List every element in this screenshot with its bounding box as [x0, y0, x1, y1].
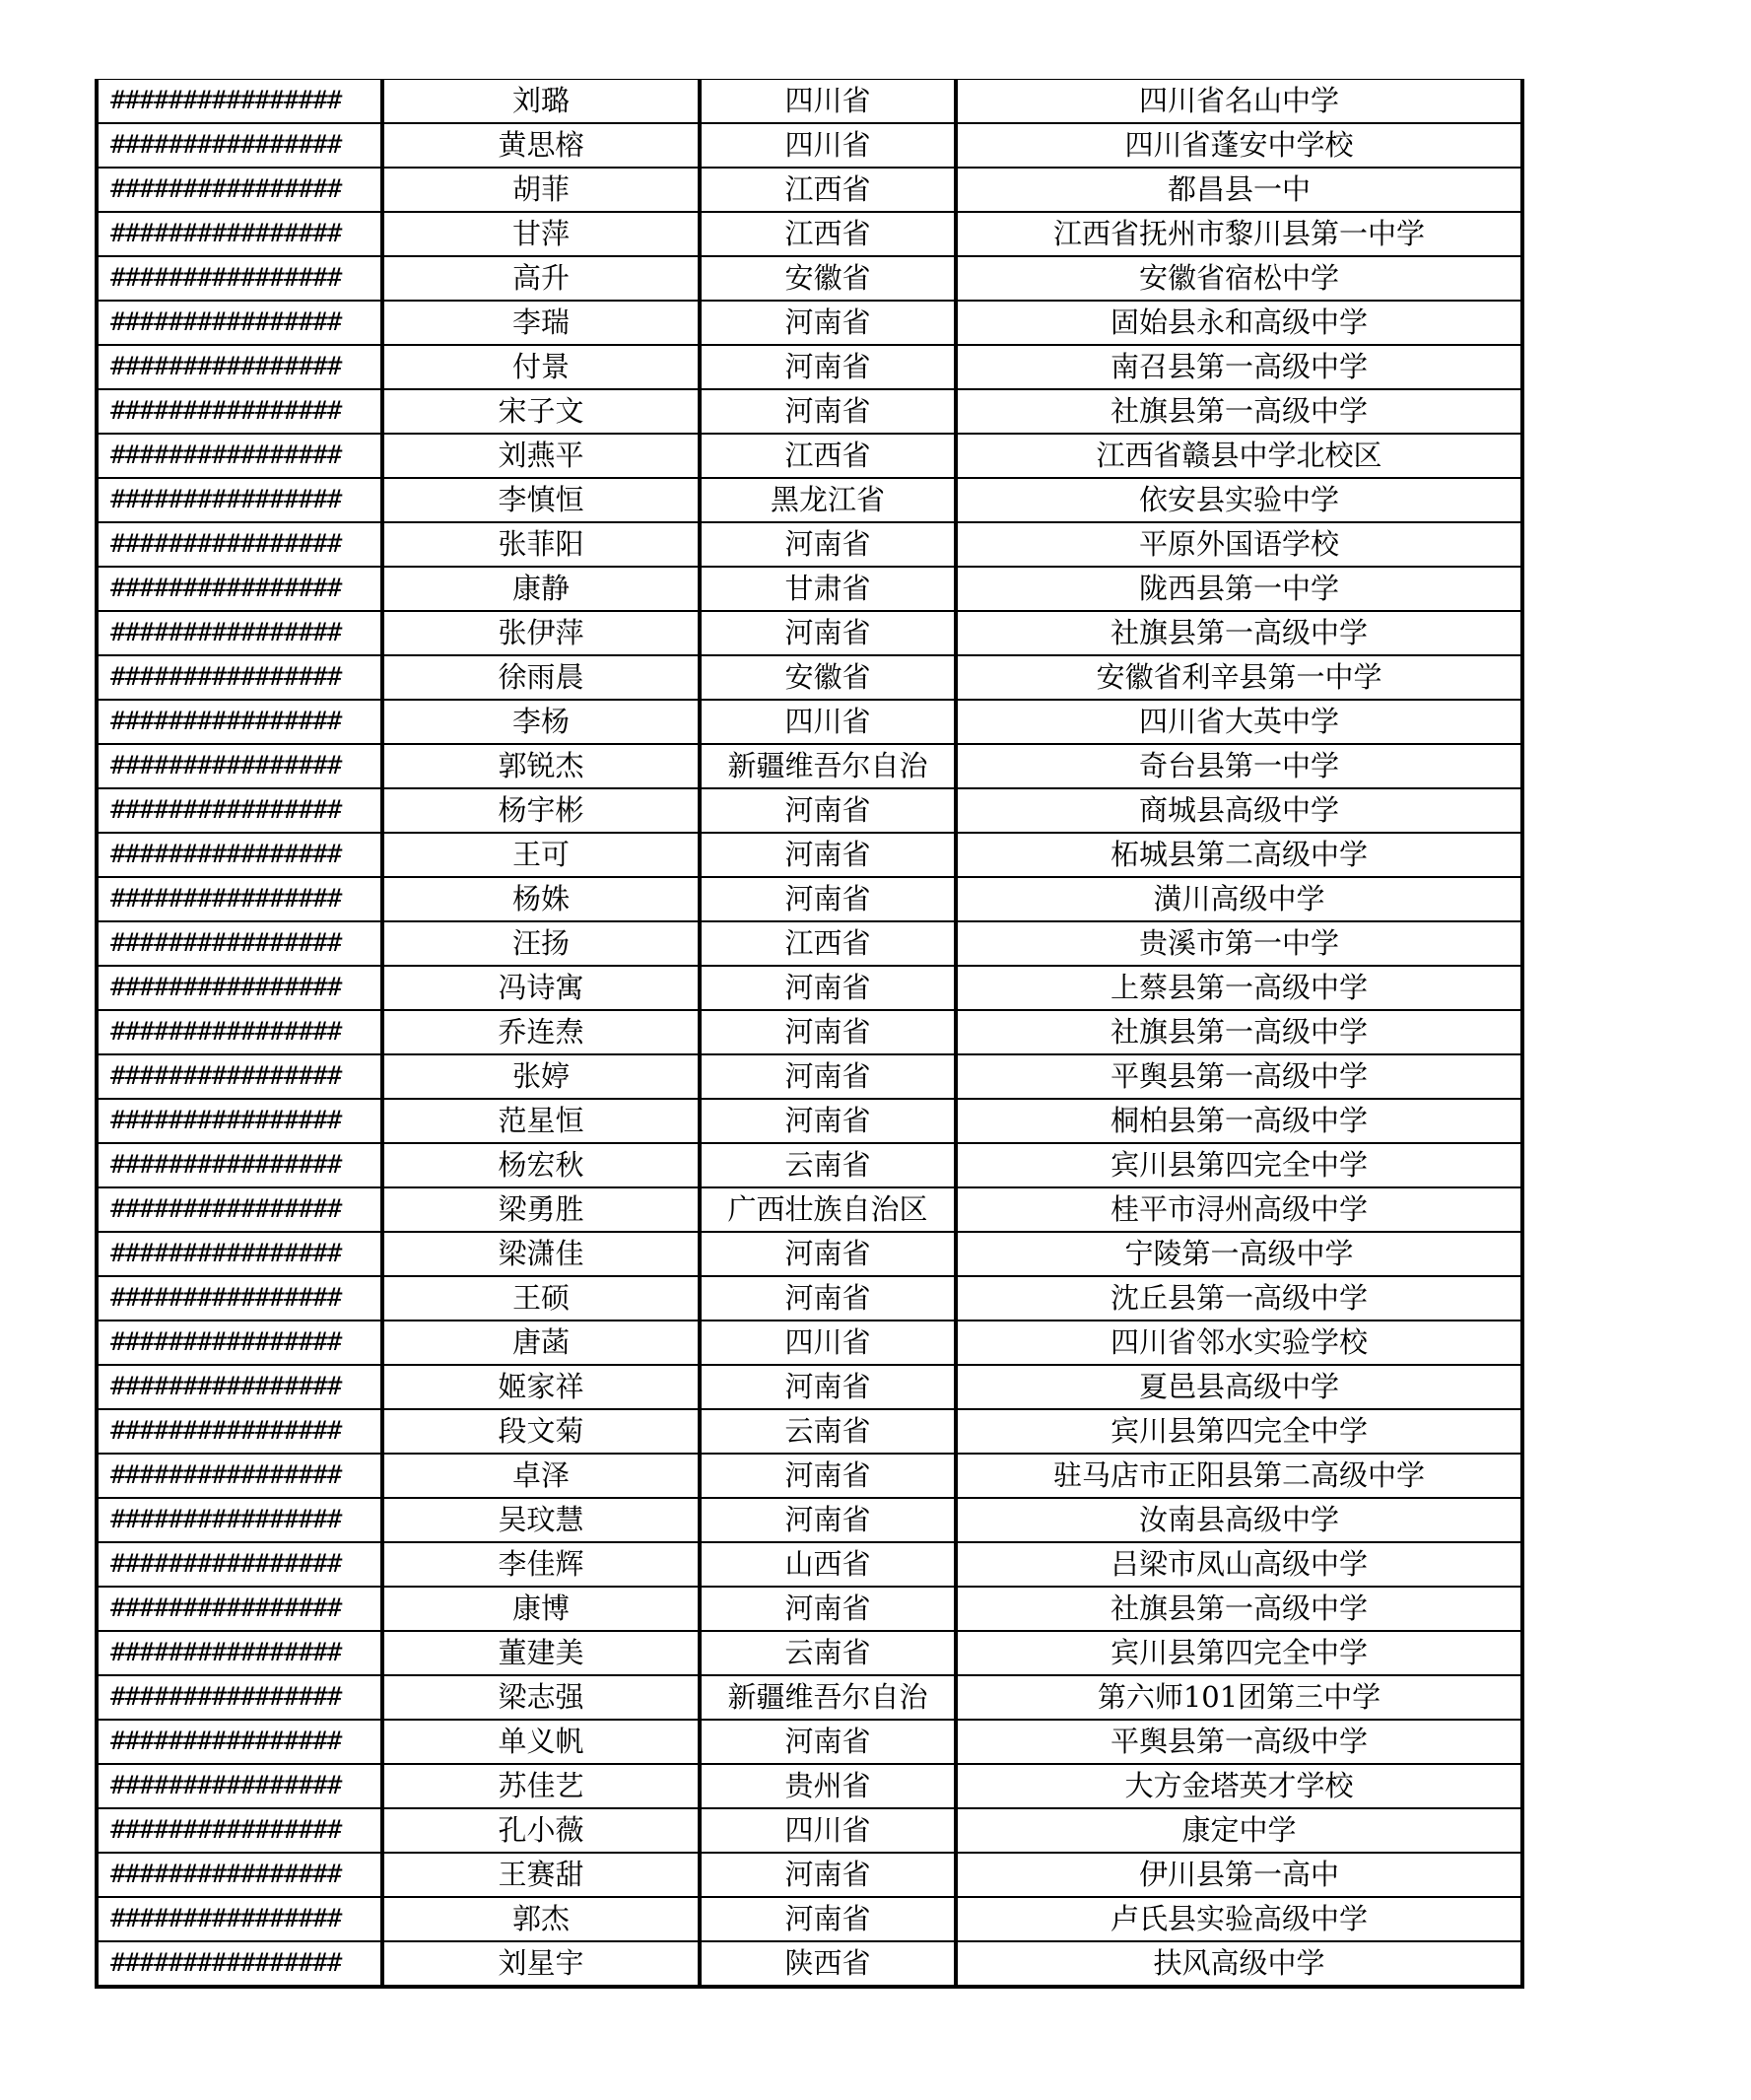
- table-row: [97, 1321, 1522, 1365]
- school-cell: 社旗县第一高级中学: [956, 1587, 1522, 1631]
- school-cell: 四川省大英中学: [956, 700, 1522, 744]
- id-cell: ################: [97, 1143, 382, 1187]
- table-row: [97, 1675, 1522, 1720]
- id-cell: ################: [97, 478, 382, 522]
- table-row: [97, 1764, 1522, 1808]
- school-cell: 夏邑县高级中学: [956, 1365, 1522, 1409]
- table-row: [97, 1409, 1522, 1454]
- school-cell: 平舆县第一高级中学: [956, 1054, 1522, 1099]
- id-cell: ################: [97, 345, 382, 389]
- name-cell: 刘星宇: [382, 1941, 700, 1987]
- table-row: [97, 1542, 1522, 1587]
- name-cell: 孔小薇: [382, 1808, 700, 1853]
- id-cell: ################: [97, 788, 382, 833]
- province-cell: 河南省: [700, 1276, 956, 1321]
- id-cell: ################: [97, 1365, 382, 1409]
- table-row: [97, 168, 1522, 212]
- name-cell: 梁志强: [382, 1675, 700, 1720]
- school-cell: 桐柏县第一高级中学: [956, 1099, 1522, 1143]
- province-cell: 广西壮族自治区: [700, 1187, 956, 1232]
- school-cell: 卢氏县实验高级中学: [956, 1897, 1522, 1941]
- table-row: [97, 1897, 1522, 1941]
- school-cell: 南召县第一高级中学: [956, 345, 1522, 389]
- table-row: [97, 1808, 1522, 1853]
- name-cell: 杨宏秋: [382, 1143, 700, 1187]
- table-row: [97, 389, 1522, 434]
- name-cell: 乔连焘: [382, 1010, 700, 1054]
- id-cell: ################: [97, 1675, 382, 1720]
- province-cell: 江西省: [700, 434, 956, 478]
- id-cell: ################: [97, 611, 382, 655]
- table-row: [97, 1853, 1522, 1897]
- table-row: [97, 1720, 1522, 1764]
- school-cell: 社旗县第一高级中学: [956, 389, 1522, 434]
- table-row: [97, 1631, 1522, 1675]
- name-cell: 冯诗寓: [382, 966, 700, 1010]
- province-cell: 河南省: [700, 1054, 956, 1099]
- table-row: [97, 1498, 1522, 1542]
- name-cell: 张婷: [382, 1054, 700, 1099]
- id-cell: ################: [97, 1631, 382, 1675]
- id-cell: ################: [97, 1808, 382, 1853]
- id-cell: ################: [97, 389, 382, 434]
- school-cell: 柘城县第二高级中学: [956, 833, 1522, 877]
- school-cell: 都昌县一中: [956, 168, 1522, 212]
- school-cell: 平原外国语学校: [956, 522, 1522, 567]
- table-row: [97, 1099, 1522, 1143]
- table-row: [97, 611, 1522, 655]
- id-cell: ################: [97, 1941, 382, 1987]
- school-cell: 四川省邻水实验学校: [956, 1321, 1522, 1365]
- school-cell: 宁陵第一高级中学: [956, 1232, 1522, 1276]
- province-cell: 四川省: [700, 700, 956, 744]
- table-row: [97, 301, 1522, 345]
- name-cell: 李杨: [382, 700, 700, 744]
- province-cell: 四川省: [700, 123, 956, 168]
- province-cell: 河南省: [700, 1232, 956, 1276]
- id-cell: ################: [97, 1542, 382, 1587]
- id-cell: ################: [97, 1010, 382, 1054]
- name-cell: 胡菲: [382, 168, 700, 212]
- province-cell: 河南省: [700, 611, 956, 655]
- id-cell: ################: [97, 434, 382, 478]
- province-cell: 新疆维吾尔自治: [700, 744, 956, 788]
- table-row: [97, 877, 1522, 921]
- school-cell: 安徽省宿松中学: [956, 256, 1522, 301]
- id-cell: ################: [97, 123, 382, 168]
- province-cell: 河南省: [700, 1853, 956, 1897]
- school-cell: 上蔡县第一高级中学: [956, 966, 1522, 1010]
- table-body: [97, 80, 1522, 1988]
- school-cell: 平舆县第一高级中学: [956, 1720, 1522, 1764]
- name-cell: 甘萍: [382, 212, 700, 256]
- name-cell: 李瑞: [382, 301, 700, 345]
- school-cell: 扶风高级中学: [956, 1941, 1522, 1987]
- name-cell: 王可: [382, 833, 700, 877]
- school-cell: 江西省赣县中学北校区: [956, 434, 1522, 478]
- province-cell: 江西省: [700, 168, 956, 212]
- id-cell: ################: [97, 1587, 382, 1631]
- name-cell: 徐雨晨: [382, 655, 700, 700]
- id-cell: ################: [97, 1764, 382, 1808]
- table-row: [97, 478, 1522, 522]
- name-cell: 黄思榕: [382, 123, 700, 168]
- school-cell: 驻马店市正阳县第二高级中学: [956, 1454, 1522, 1498]
- province-cell: 河南省: [700, 966, 956, 1010]
- id-cell: ################: [97, 1321, 382, 1365]
- name-cell: 姬家祥: [382, 1365, 700, 1409]
- school-cell: 依安县实验中学: [956, 478, 1522, 522]
- province-cell: 河南省: [700, 1010, 956, 1054]
- table-row: [97, 1054, 1522, 1099]
- id-cell: ################: [97, 301, 382, 345]
- name-cell: 段文菊: [382, 1409, 700, 1454]
- table-row: [97, 1941, 1522, 1987]
- id-cell: ################: [97, 168, 382, 212]
- id-cell: ################: [97, 921, 382, 966]
- school-cell: 沈丘县第一高级中学: [956, 1276, 1522, 1321]
- table-row: [97, 833, 1522, 877]
- name-cell: 王硕: [382, 1276, 700, 1321]
- school-cell: 汝南县高级中学: [956, 1498, 1522, 1542]
- name-cell: 康静: [382, 567, 700, 611]
- name-cell: 杨姝: [382, 877, 700, 921]
- school-cell: 江西省抚州市黎川县第一中学: [956, 212, 1522, 256]
- name-cell: 梁潇佳: [382, 1232, 700, 1276]
- table-row: [97, 700, 1522, 744]
- id-cell: ################: [97, 877, 382, 921]
- school-cell: 社旗县第一高级中学: [956, 611, 1522, 655]
- table-row: [97, 788, 1522, 833]
- province-cell: 河南省: [700, 522, 956, 567]
- province-cell: 江西省: [700, 212, 956, 256]
- province-cell: 山西省: [700, 1542, 956, 1587]
- school-cell: 潢川高级中学: [956, 877, 1522, 921]
- table-row: [97, 1276, 1522, 1321]
- name-cell: 董建美: [382, 1631, 700, 1675]
- id-cell: ################: [97, 1187, 382, 1232]
- school-cell: 商城县高级中学: [956, 788, 1522, 833]
- school-cell: 安徽省利辛县第一中学: [956, 655, 1522, 700]
- student-table: [95, 79, 1524, 1989]
- id-cell: ################: [97, 1853, 382, 1897]
- province-cell: 河南省: [700, 301, 956, 345]
- id-cell: ################: [97, 212, 382, 256]
- id-cell: ################: [97, 655, 382, 700]
- school-cell: 四川省蓬安中学校: [956, 123, 1522, 168]
- table-row: [97, 1587, 1522, 1631]
- name-cell: 杨宇彬: [382, 788, 700, 833]
- province-cell: 河南省: [700, 389, 956, 434]
- school-cell: 大方金塔英才学校: [956, 1764, 1522, 1808]
- id-cell: ################: [97, 522, 382, 567]
- table-row: [97, 921, 1522, 966]
- province-cell: 河南省: [700, 877, 956, 921]
- table-row: [97, 123, 1522, 168]
- name-cell: 范星恒: [382, 1099, 700, 1143]
- province-cell: 河南省: [700, 1587, 956, 1631]
- id-cell: ################: [97, 1276, 382, 1321]
- id-cell: ################: [97, 1720, 382, 1764]
- province-cell: 河南省: [700, 1454, 956, 1498]
- province-cell: 安徽省: [700, 256, 956, 301]
- school-cell: 宾川县第四完全中学: [956, 1143, 1522, 1187]
- province-cell: 黑龙江省: [700, 478, 956, 522]
- name-cell: 宋子文: [382, 389, 700, 434]
- table-row: [97, 1010, 1522, 1054]
- table-row: [97, 1365, 1522, 1409]
- name-cell: 付景: [382, 345, 700, 389]
- province-cell: 云南省: [700, 1631, 956, 1675]
- province-cell: 新疆维吾尔自治: [700, 1675, 956, 1720]
- table-row: [97, 744, 1522, 788]
- province-cell: 河南省: [700, 1365, 956, 1409]
- table-row: [97, 567, 1522, 611]
- school-cell: 宾川县第四完全中学: [956, 1409, 1522, 1454]
- province-cell: 云南省: [700, 1143, 956, 1187]
- table-row: [97, 212, 1522, 256]
- id-cell: ################: [97, 567, 382, 611]
- school-cell: 桂平市浔州高级中学: [956, 1187, 1522, 1232]
- province-cell: 四川省: [700, 80, 956, 124]
- name-cell: 张菲阳: [382, 522, 700, 567]
- table-row: [97, 434, 1522, 478]
- table-row: [97, 655, 1522, 700]
- school-cell: 陇西县第一中学: [956, 567, 1522, 611]
- school-cell: 宾川县第四完全中学: [956, 1631, 1522, 1675]
- province-cell: 贵州省: [700, 1764, 956, 1808]
- province-cell: 四川省: [700, 1321, 956, 1365]
- table-row: [97, 966, 1522, 1010]
- name-cell: 苏佳艺: [382, 1764, 700, 1808]
- name-cell: 郭锐杰: [382, 744, 700, 788]
- school-cell: 第六师101团第三中学: [956, 1675, 1522, 1720]
- id-cell: ################: [97, 80, 382, 124]
- table-row: [97, 80, 1522, 124]
- table-row: [97, 256, 1522, 301]
- id-cell: ################: [97, 1897, 382, 1941]
- province-cell: 云南省: [700, 1409, 956, 1454]
- id-cell: ################: [97, 744, 382, 788]
- school-cell: 奇台县第一中学: [956, 744, 1522, 788]
- school-cell: 社旗县第一高级中学: [956, 1010, 1522, 1054]
- id-cell: ################: [97, 966, 382, 1010]
- name-cell: 李慎恒: [382, 478, 700, 522]
- id-cell: ################: [97, 833, 382, 877]
- province-cell: 河南省: [700, 1720, 956, 1764]
- province-cell: 河南省: [700, 1897, 956, 1941]
- name-cell: 梁勇胜: [382, 1187, 700, 1232]
- name-cell: 张伊萍: [382, 611, 700, 655]
- table-row: [97, 1187, 1522, 1232]
- province-cell: 河南省: [700, 833, 956, 877]
- province-cell: 甘肃省: [700, 567, 956, 611]
- province-cell: 河南省: [700, 1498, 956, 1542]
- name-cell: 唐菡: [382, 1321, 700, 1365]
- province-cell: 安徽省: [700, 655, 956, 700]
- id-cell: ################: [97, 1454, 382, 1498]
- province-cell: 陕西省: [700, 1941, 956, 1987]
- table-row: [97, 1454, 1522, 1498]
- name-cell: 吴玟慧: [382, 1498, 700, 1542]
- name-cell: 高升: [382, 256, 700, 301]
- school-cell: 贵溪市第一中学: [956, 921, 1522, 966]
- name-cell: 单义帆: [382, 1720, 700, 1764]
- table-row: [97, 1143, 1522, 1187]
- table-row: [97, 345, 1522, 389]
- id-cell: ################: [97, 1099, 382, 1143]
- name-cell: 李佳辉: [382, 1542, 700, 1587]
- name-cell: 王赛甜: [382, 1853, 700, 1897]
- id-cell: ################: [97, 700, 382, 744]
- name-cell: 汪扬: [382, 921, 700, 966]
- school-cell: 四川省名山中学: [956, 80, 1522, 124]
- province-cell: 河南省: [700, 788, 956, 833]
- name-cell: 郭杰: [382, 1897, 700, 1941]
- province-cell: 四川省: [700, 1808, 956, 1853]
- school-cell: 吕梁市凤山高级中学: [956, 1542, 1522, 1587]
- name-cell: 刘璐: [382, 80, 700, 124]
- id-cell: ################: [97, 256, 382, 301]
- id-cell: ################: [97, 1054, 382, 1099]
- name-cell: 卓泽: [382, 1454, 700, 1498]
- name-cell: 刘燕平: [382, 434, 700, 478]
- table-row: [97, 1232, 1522, 1276]
- id-cell: ################: [97, 1232, 382, 1276]
- table-row: [97, 522, 1522, 567]
- school-cell: 康定中学: [956, 1808, 1522, 1853]
- school-cell: 伊川县第一高中: [956, 1853, 1522, 1897]
- province-cell: 河南省: [700, 345, 956, 389]
- province-cell: 河南省: [700, 1099, 956, 1143]
- province-cell: 江西省: [700, 921, 956, 966]
- id-cell: ################: [97, 1498, 382, 1542]
- name-cell: 康博: [382, 1587, 700, 1631]
- school-cell: 固始县永和高级中学: [956, 301, 1522, 345]
- id-cell: ################: [97, 1409, 382, 1454]
